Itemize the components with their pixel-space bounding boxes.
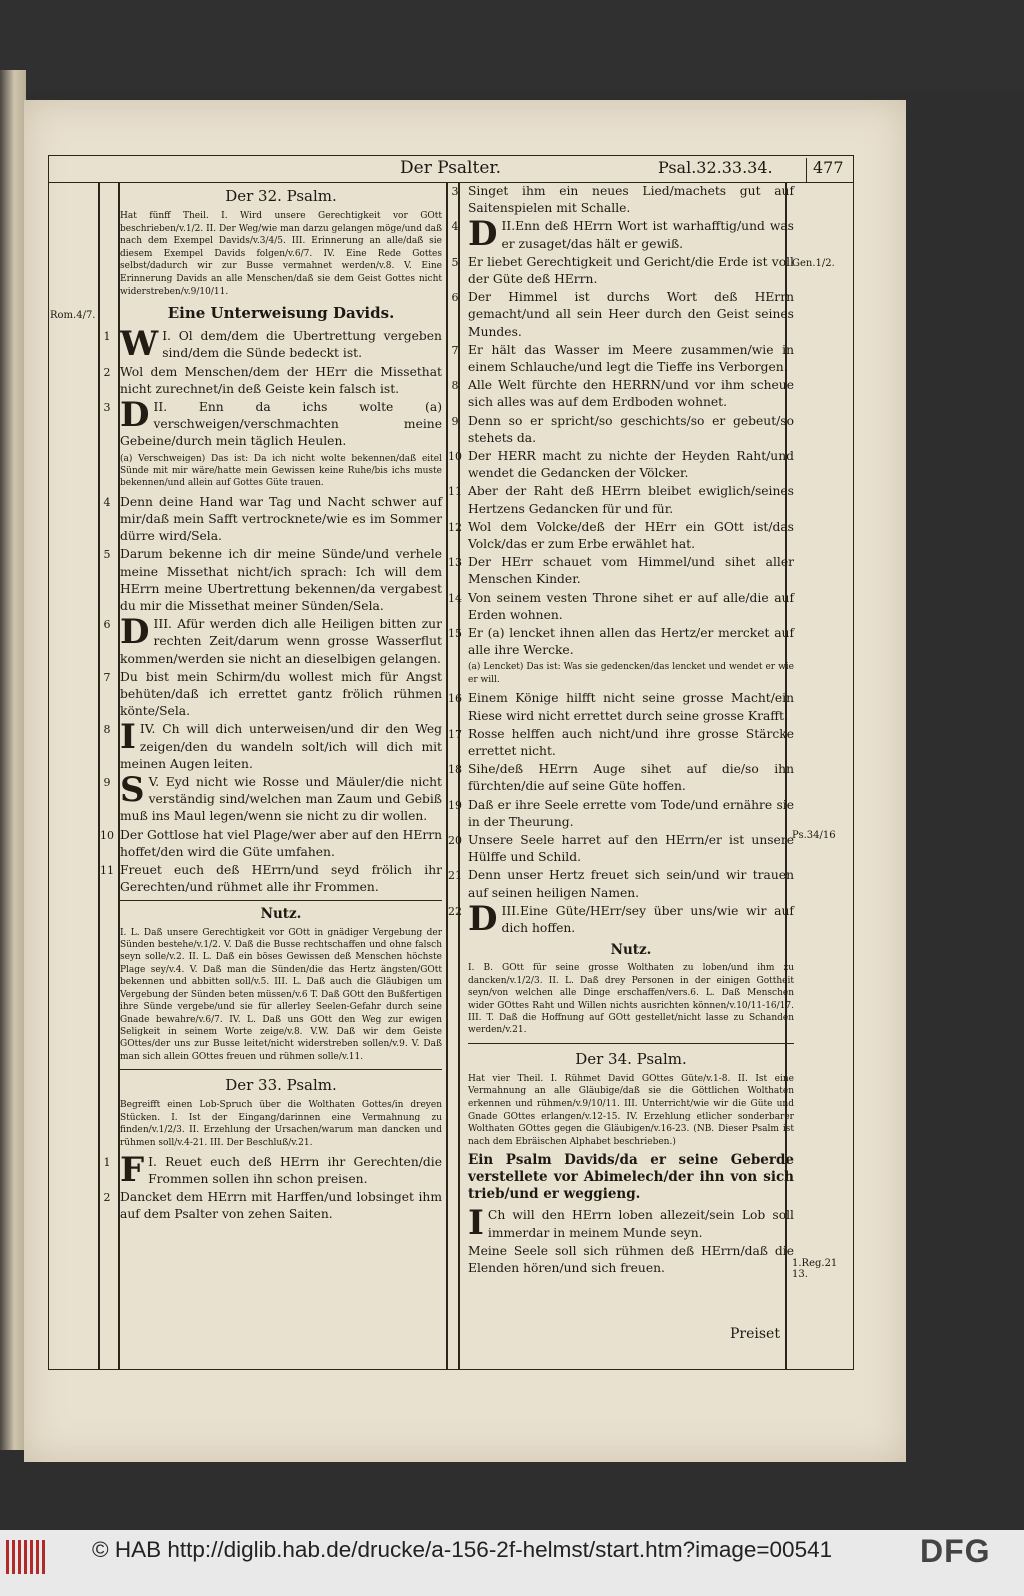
verse-number: 11 (100, 864, 114, 878)
verse (451, 413, 794, 447)
verse-number: 15 (448, 627, 462, 641)
verse-number: 11 (448, 485, 462, 499)
verse-number: 5 (103, 548, 111, 562)
verse-number: 8 (103, 723, 111, 737)
verse (448, 832, 794, 866)
verse-number: 12 (448, 520, 462, 534)
verse-text: Von seinem vesten Throne sihet er auf alle/die auf Erden wohnen. (468, 590, 794, 622)
verse-text: Ch will den HErrn loben allezeit/sein Lob soll immerdar in meinem Munde seyn. (487, 1208, 794, 1240)
verse-number: 2 (103, 365, 111, 379)
verse (448, 448, 794, 482)
verse (451, 289, 794, 341)
verse (103, 1189, 442, 1223)
verse-number: 4 (103, 495, 111, 509)
verse-text: Denn so er spricht/so geschichts/so er gebeut/so stehets da. (468, 413, 794, 445)
verse-number: 7 (451, 343, 459, 357)
section-rule (120, 1069, 442, 1070)
verse (100, 827, 442, 861)
footnote-a: (a) Lencket) Das ist: Was sie gedencken/das lencket und wendet er wie er will. (468, 662, 794, 685)
verse (100, 862, 442, 896)
dfg-logo: DFG (920, 1533, 991, 1569)
psalm-33-summary: Begreifft einen Lob-Spruch über die Wolthaten Gottes/in dreyen Stücken. I. Ist der Eingang/darinnen eine Vermahnung zu finden/v.1/2/3. II. Erzehlung der Ursachen/warum man dancken und rühmen soll/v.4-21. III. Der Beschluß/v.21. (120, 1100, 442, 1148)
verse-text: Enn deß HErrn Wort ist warhafftig/und was er zusaget/das hält er gewiß. (501, 219, 794, 251)
verse-text: Daß er ihre Seele errette vom Tode/und ernähre sie in der Theurung. (468, 797, 794, 829)
verse (103, 546, 442, 615)
psalm-34-summary: Hat vier Theil. I. Rühmet David GOttes Güte/v.1-8. II. Ist eine Vermahnung an alle Gläubige/daß sie die Göttlichen Wolthaten erkennen und rühmen/v.9/10/11. III. Unterricht/wie wir die Güte und Gnade GOttes erlangen/v.12-15. IV. Erzehlung etlicher sonderbarer Wolthaten GOttes gegen die Gläubigen/v.16-23. (NB. Dieser Psalm ist nach dem Ebräischen Alphabet beschrieben.) (468, 1073, 794, 1147)
verse-number: 16 (448, 692, 462, 706)
verse-text: Einem Könige hilfft nicht seine grosse Macht/ein Riese wird nicht errettet durch seine grosse Krafft. (468, 691, 794, 723)
verse (451, 342, 794, 376)
verse-number: 9 (103, 776, 111, 790)
verse-text: Ch will dich unterweisen/und dir den Weg zeigen/den du wandeln solt/ich will dich mit meinen Augen leiten. (120, 722, 442, 771)
drop-initial: I (468, 1203, 484, 1244)
header-reference: Psal.32.33.34. (658, 158, 773, 177)
verse-number: 10 (448, 450, 462, 464)
margin-note-reg: 1.Reg.21 13. (792, 1258, 838, 1280)
footnote-a: (a) Verschweigen) Das ist: Da ich nicht wolte bekennen/daß eitel Sünde mit mir wäre/hatte mein Gewissen keine Ruhe/bis ichs muste bekennen/und allein auf Gottes Güte trauen. (120, 453, 442, 489)
verse-text: Rosse helffen auch nicht/und ihre grosse Stärcke errettet nicht. (468, 726, 794, 758)
verse-text: Der Gottlose hat viel Plage/wer aber auf den HErrn hoffet/den wird die Güte umfahen. (120, 827, 442, 859)
verse-number: 1 (103, 330, 111, 344)
verse (448, 797, 794, 831)
verse-number: 18 (448, 763, 462, 777)
verse-text: Denn deine Hand war Tag und Nacht schwer auf mir/daß mein Safft vertrocknete/wie es im Sommer dürre wird/Sela. (120, 494, 442, 544)
drop-initial: F (120, 1149, 145, 1190)
scan-background (0, 0, 1024, 92)
verse (103, 394, 442, 451)
nutz-heading: Nutz. (260, 906, 302, 923)
drop-initial: S (120, 770, 145, 811)
verse-text: Darum bekenne ich dir meine Sünde/und verhele meine Missethat nicht/ich sprach: Ich will dem HErrn meine Ubertrettung bekennen/da vergabest du mir die Missethat meiner Sünden/Sela. (120, 547, 442, 614)
psalm-34-title: Der 34. Psalm. (575, 1049, 687, 1068)
verse-number: 3 (451, 185, 459, 198)
verse (468, 1243, 794, 1277)
verse-text: Wol dem Menschen/dem der HErr die Missethat nicht zurechnet/in deß Geiste kein falsch ist. (120, 364, 442, 396)
verse-text: Aber der Raht deß HErrn bleibet ewiglich/seines Hertzens Gedancken für und für. (468, 484, 794, 516)
margin-note-ps: Ps.34/16 (792, 830, 836, 841)
verse (448, 726, 794, 760)
verse-number: 19 (448, 798, 462, 812)
verse-text: Singet ihm ein neues Lied/machets gut auf Saitenspielen mit Schalle. (468, 184, 794, 216)
verse-number: 20 (448, 833, 462, 847)
verse-number: 8 (451, 379, 459, 393)
verse-number: 6 (451, 291, 459, 305)
psalm-32-subtitle: Eine Unterweisung Davids. (167, 304, 395, 323)
section-marker: V. (148, 775, 160, 790)
verse (103, 1149, 442, 1190)
verse (451, 254, 794, 288)
section-rule (468, 1043, 794, 1044)
verse (103, 770, 442, 826)
verse-text: Dancket dem HErrn mit Harffen/und lobsinget ihm auf dem Psalter von zehen Saiten. (120, 1189, 442, 1222)
left-column (100, 183, 442, 1224)
verse-text: Wol dem Volcke/deß der HErr ein GOtt ist/das Volck/das er zum Erbe erwählet hat. (468, 519, 794, 552)
psalm-34-subtitle: Ein Psalm Davids/da er seine Geberde verstellete vor Abimelech/der ihn von sich trieb/und er weggieng. (468, 1152, 794, 1203)
verse-number: 21 (448, 869, 462, 883)
previous-page-edge (0, 70, 26, 1450)
verse-text: Denn unser Hertz freuet sich sein/und wir trauen auf seinen heiligen Namen. (468, 868, 794, 900)
header-title: Der Psalter. (400, 158, 502, 178)
verse (448, 867, 794, 901)
verse-text: Eine Güte/HErr/sey über uns/wie wir auf dich hoffen. (501, 903, 794, 935)
verse-text: Enn da ichs wolte (a) verschweigen/verschmachten meine Gebeine/durch mein täglich Heulen. (120, 399, 442, 449)
verse-text: Er hält das Wasser im Meere zusammen/wie in einem Schlauche/und legt die Tieffe ins Verborgen. (468, 342, 794, 375)
drop-initial: D (468, 214, 498, 255)
psalm-32-title: Der 32. Psalm. (225, 187, 337, 205)
verse-number: 14 (448, 591, 462, 605)
drop-initial: I (120, 717, 136, 758)
psalm-32-summary: Hat fünff Theil. I. Wird unsere Gerechtigkeit vor GOtt beschrieben/v.1/2. II. Der Weg/wie man darzu gelangen möge/und daß nach dem Exempel Davids/v.3/4/5. III. Erinnerung an alle/daß sie diesem Exempel Davids folgen/v.6/7. IV. Eine Rede Gottes selbst/dadurch wir zur Busse vermahnet werden/v.8. V. Eine Erinnerung Davids an alle Menschen/daß sie dem Geist Gottes nicht widerstreben/v.9/10/11. (120, 211, 442, 297)
section-marker: I. (162, 329, 171, 344)
verse (451, 183, 794, 217)
verse (448, 483, 794, 517)
verse-text: Ol dem/dem die Ubertrettung vergeben sind/dem die Sünde bedeckt ist. (162, 329, 442, 361)
nutz-text: I. B. GOtt für seine grosse Wolthaten zu loben/und ihm zu dancken/v.1/2/3. II. L. Daß drey Personen in der einigen Gottheit seyn/von welchen alle Dinge erschaffen/vers.6. L. Daß Menschen wider GOttes Raht und Willen nichts ausrichten können/v.10/11-16/17. III. T. Daß die Hoffnung auf GOtt gestellet/nicht lasse zu Schanden werden/v.21. (468, 963, 794, 1036)
verse-number: 9 (451, 414, 459, 428)
verse-text: Afür werden dich alle Heiligen bitten zur rechten Zeit/darum wenn grosse Wasserflut kommen/werden sie nicht an dieselbigen gelangen. (120, 617, 442, 666)
drop-initial: D (120, 394, 150, 435)
verse-text: Der Himmel ist durchs Wort deß HErrn gemacht/und all sein Heer durch den Geist seines Mundes. (468, 290, 794, 339)
section-marker: I. (148, 1154, 157, 1169)
verse (103, 612, 442, 668)
verse-text: Meine Seele soll sich rühmen deß HErrn/daß die Elenden hören/und sich freuen. (468, 1243, 794, 1275)
verse-text: Sihe/deß HErrn Auge sihet auf die/so ihn fürchten/die auf seine Güte hoffen. (468, 762, 794, 794)
section-rule (120, 900, 442, 901)
verse-number: 22 (448, 904, 462, 918)
page-number: 477 (806, 158, 844, 182)
verse-number: 6 (103, 618, 111, 632)
verse-text: Reuet euch deß HErrn ihr Gerechten/die Frommen sollen ihn schon preisen. (148, 1154, 442, 1186)
verse-number: 13 (448, 556, 462, 570)
nutz-heading: Nutz. (610, 942, 652, 959)
verse-number: 4 (451, 220, 459, 234)
psalm-33-title: Der 33. Psalm. (225, 1076, 337, 1095)
verse-text: Er (a) lencket ihnen allen das Hertz/er mercket auf alle ihre Wercke. (468, 626, 794, 658)
verse-number: 1 (103, 1155, 111, 1169)
verse (103, 364, 442, 398)
section-marker: III. (153, 617, 172, 632)
verse (448, 898, 794, 939)
catchword: Preiset (730, 1326, 780, 1342)
verse-number: 3 (103, 400, 111, 414)
verse-text: Unsere Seele harret auf den HErrn/er ist unsere Hülffe und Schild. (468, 832, 794, 865)
section-marker: III. (501, 903, 520, 918)
verse-number: 2 (103, 1190, 111, 1204)
verse (448, 590, 794, 624)
drop-initial: D (468, 898, 498, 939)
verse (448, 519, 794, 553)
right-column (448, 183, 794, 1278)
verse (448, 690, 794, 724)
section-marker: II. (153, 399, 168, 414)
verse (451, 377, 794, 411)
verse-text: Der HErr schauet vom Himmel/und sihet aller Menschen Kinder. (468, 555, 794, 587)
drop-initial: D (120, 612, 150, 653)
verse-number: 17 (448, 727, 462, 741)
margin-note-rom: Rom.4/7. (50, 310, 96, 321)
verse (468, 1203, 794, 1244)
barcode-icon (6, 1540, 46, 1574)
nutz-text: I. L. Daß unsere Gerechtigkeit vor GOtt in gnädiger Vergebung der Sünden bestehe/v.1/2. V. Daß die Busse rechtschaffen und ohne falsch seyn solle/v.2. II. L. Daß ein böses Gewissen deß Menschen höchste Plage sey/v.4. V. Daß man die Sünden/die das Hertz ängsten/GOtt bekennen und abbitten soll/v.5. III. L. Daß auch die Gläubigen um Vergebung der Sünden beten müssen/v.6 T. Daß GOtt den Bußfertigen ihre Sünde vergebe/und sie für allerley Seelen-Gefahr durch seine Gnade bewahre/v.6/7. IV. L. Daß uns GOtt den Weg zur ewigen Seligkeit in seinem Worte zeige/v.8. V.W. Daß wir dem Geiste GOttes/der uns zur Busse leitet/nicht widerstreben sollen/v.9. V. Daß man sich allein GOttes freuen und rühmen solle/v.11. (120, 927, 442, 1062)
verse (103, 494, 442, 546)
verse (448, 554, 794, 588)
drop-initial: W (120, 324, 159, 365)
running-header (48, 155, 854, 183)
verse (103, 669, 442, 721)
verse (448, 761, 794, 795)
margin-note-gen: Gen.1/2. (792, 258, 835, 269)
section-marker: II. (501, 219, 516, 234)
verse-text: Der HERR macht zu nichte der Heyden Raht/und wendet die Gedancken der Völcker. (468, 449, 794, 481)
verse-number: 5 (451, 255, 459, 269)
verse-number: 7 (103, 670, 111, 684)
verse-number: 10 (100, 828, 114, 842)
footer-url[interactable]: © HAB http://diglib.hab.de/drucke/a-156-2f-helmst/start.htm?image=00541 (92, 1537, 833, 1562)
verse-text: Du bist mein Schirm/du wollest mich für Angst behüten/daß ich errettet gantz frölich rühmen könte/Sela. (120, 669, 442, 719)
verse-text: Er liebet Gerechtigkeit und Gericht/die Erde ist voll der Güte deß HErrn. (468, 254, 794, 287)
verse (103, 324, 442, 365)
verse (448, 625, 794, 659)
section-marker: IV. (139, 722, 156, 737)
verse-text: Eyd nicht wie Rosse und Mäuler/die nicht verständig sind/welchen man Zaum und Gebiß muß ins Maul legen/wenn sie nicht zu dir wollen. (120, 775, 442, 824)
verse (451, 214, 794, 255)
verse-text: Freuet euch deß HErrn/und seyd frölich ihr Gerechten/und rühmet alle ihr Frommen. (120, 863, 442, 895)
verse (103, 717, 442, 773)
verse-text: Alle Welt fürchte den HERRN/und vor ihm scheue sich alles was auf dem Erdboden wohnet. (468, 378, 794, 410)
